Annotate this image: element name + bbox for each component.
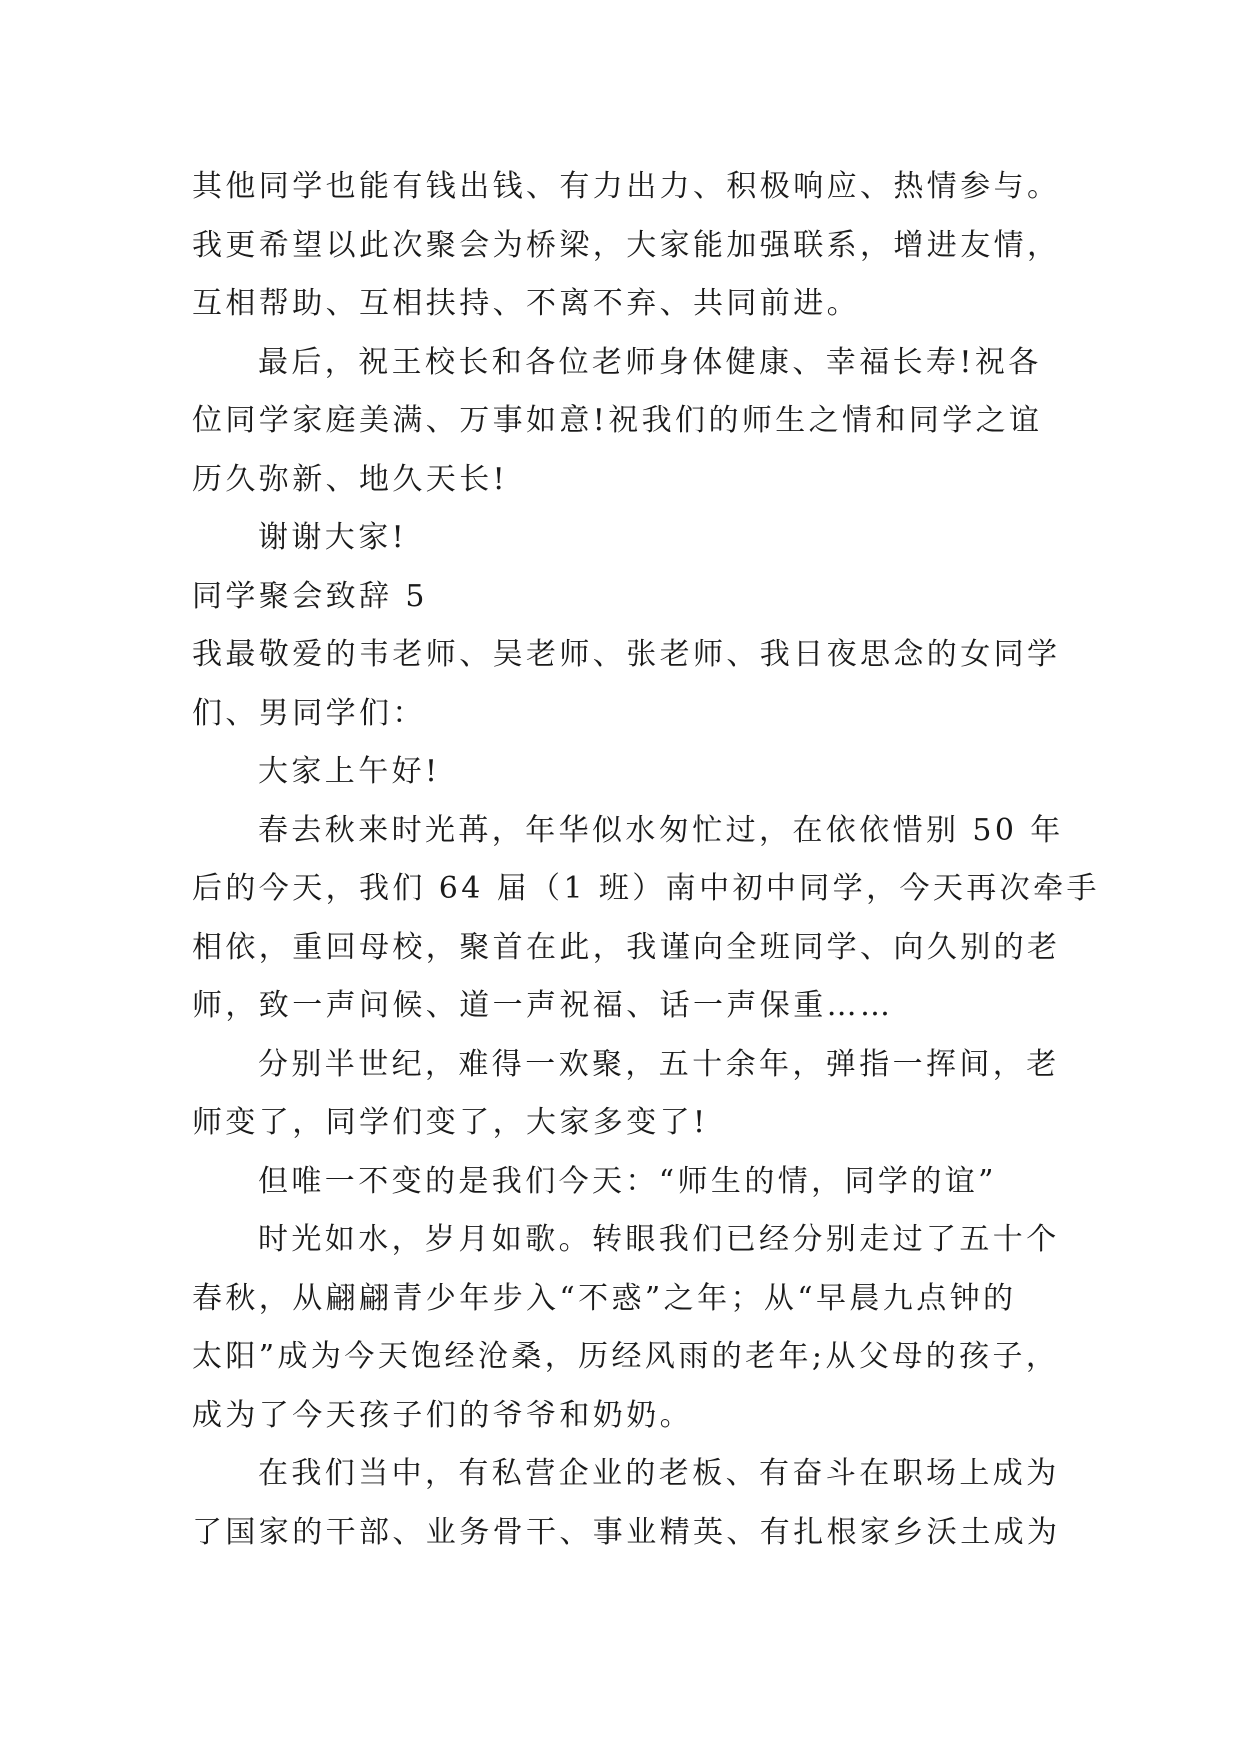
text-line: 师变了，同学们变了，大家多变了! (192, 1105, 709, 1140)
text-line: 分别半世纪，难得一欢聚，五十余年，弹指一挥间，老 (258, 1046, 1060, 1082)
text-line: 在我们当中，有私营企业的老板、有奋斗在职场上成为 (258, 1456, 1060, 1491)
text-line: 后的今天，我们 64 届（1 班）南中初中同学，今天再次牵手 (192, 871, 1100, 906)
text-line: 时光如水，岁月如歌。转眼我们已经分别走过了五十个 (258, 1222, 1060, 1257)
text-line: 位同学家庭美满、万事如意!祝我们的师生之情和同学之谊 (192, 403, 1043, 438)
document-body (192, 158, 1100, 1562)
text-line: 太阳”成为今天饱经沧桑，历经风雨的老年;从父母的孩子， (192, 1339, 1060, 1374)
text-line: 大家上午好! (258, 754, 441, 789)
text-line: 我更希望以此次聚会为桥梁，大家能加强联系，增进友情， (192, 227, 1061, 263)
text-line: 我最敬爱的韦老师、吴老师、张老师、我日夜思念的女同学 (192, 637, 1061, 672)
text-line: 但唯一不变的是我们今天：“师生的情，同学的谊” (258, 1163, 997, 1199)
text-line: 相依，重回母校，聚首在此，我谨向全班同学、向久别的老 (192, 929, 1061, 965)
text-line: 了国家的干部、业务骨干、事业精英、有扎根家乡沃土成为 (192, 1514, 1061, 1550)
text-line: 谢谢大家! (258, 520, 408, 555)
text-line: 互相帮助、互相扶持、不离不弃、共同前进。 (192, 286, 860, 321)
text-line: 其他同学也能有钱出钱、有力出力、积极响应、热情参与。 (192, 169, 1061, 204)
text-line: 师，致一声问候、道一声祝福、话一声保重…… (192, 988, 894, 1023)
section-heading: 同学聚会致辞 5 (192, 578, 428, 614)
text-line: 春秋，从翩翩青少年步入“不惑”之年；从“早晨九点钟的 (192, 1280, 1017, 1316)
text-line: 成为了今天孩子们的爷爷和奶奶。 (192, 1397, 693, 1433)
text-line: 历久弥新、地久天长! (192, 461, 509, 497)
text-line: 最后，祝王校长和各位老师身体健康、幸福长寿!祝各 (258, 344, 1042, 380)
text-line: 春去秋来时光苒，年华似水匆忙过，在依依惜别 50 年 (258, 812, 1064, 848)
text-line: 们、男同学们： (192, 695, 426, 731)
